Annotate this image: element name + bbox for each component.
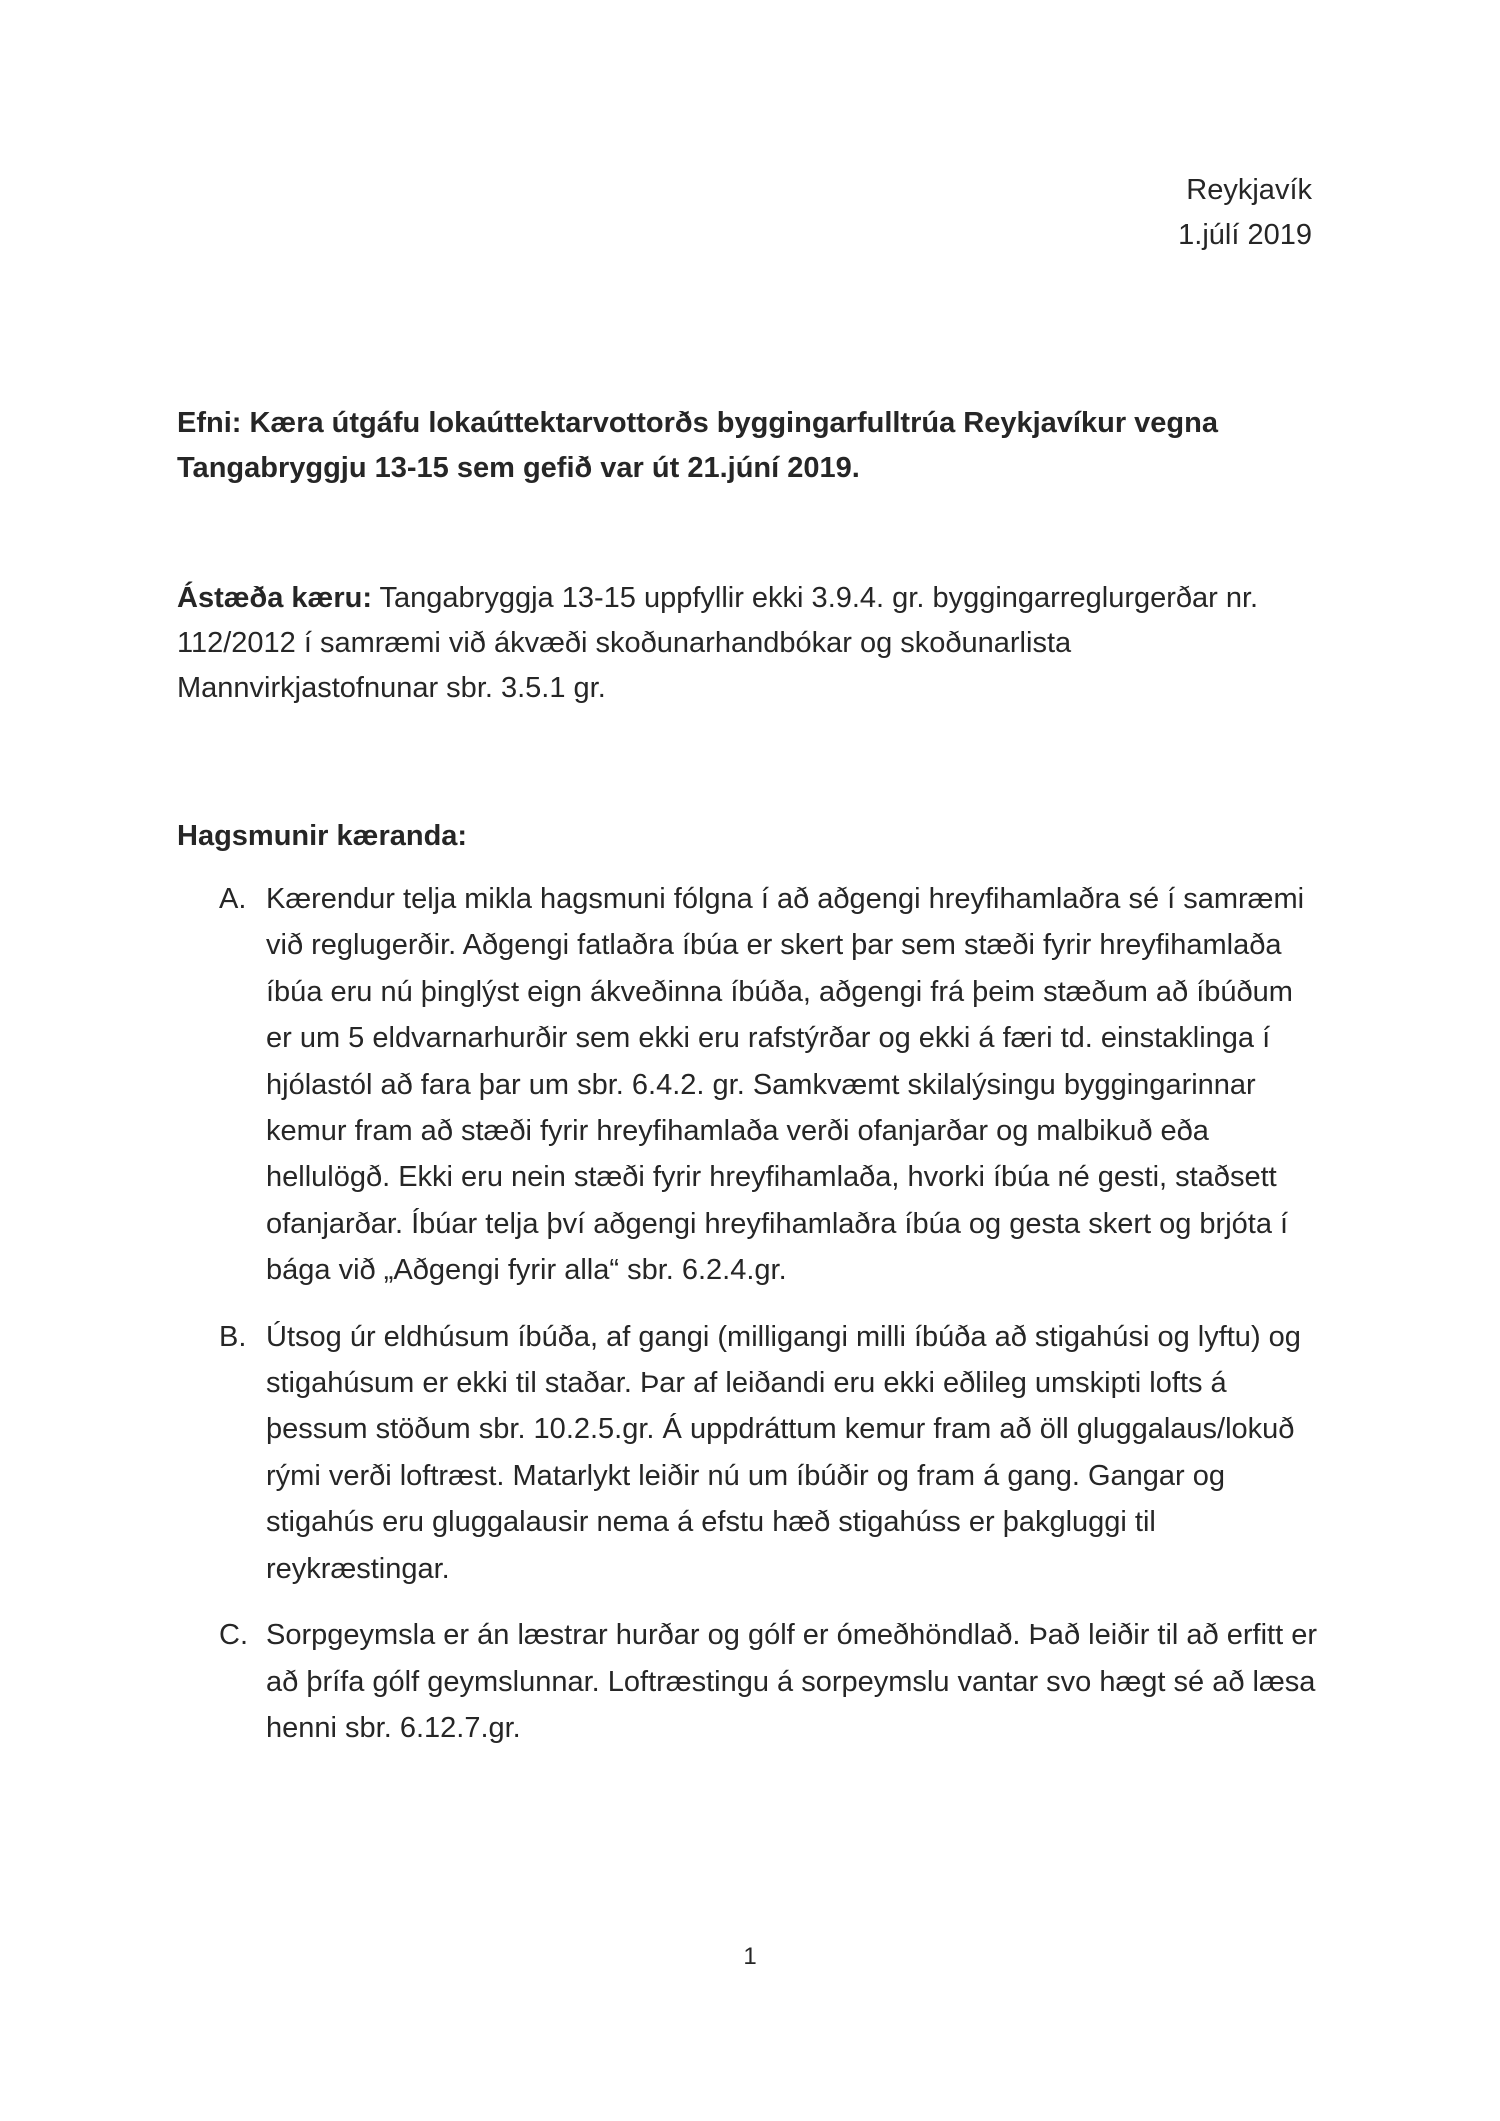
interests-heading: Hagsmunir kæranda: [177,820,468,852]
page-number: 1 [743,1943,757,1970]
interest-item-c [177,1612,1317,1751]
letter-date: 1.júlí 2019 [1178,219,1312,251]
complaint-reason [177,576,1337,711]
interest-item-text: Kærendur telja mikla hagsmuni fólgna í að aðgengi hreyfihamlaðra sé í samræmi við reglugerðir. Aðgengi fatlaðra íbúa er skert þar sem stæði fyrir hreyfihamlaða íbúa eru nú þinglýst eign ákveðinna íbúða, aðgengi frá þeim stæðum að íbúðum er um 5 eldvarnarhurðir sem ekki eru rafstýrðar og ekki á færi td. einstaklinga í hjólastól að fara þar um sbr. 6.4.2. gr. Samkvæmt skilalýsingu byggingarinnar kemur fram að stæði fyrir hreyfihamlaða verði ofanjarðar og malbikuð eða hellulögð. Ekki eru nein stæði fyrir hreyfihamlaða, hvorki íbúa né gesti, staðsett ofanjarðar. Íbúar telja því aðgengi hreyfihamlaðra íbúa og gesta skert og brjóta í bága við „Aðgengi fyrir alla“ sbr. 6.2.4.gr. [266,883,1305,1287]
letter-subject: Efni: Kæra útgáfu lokaúttektarvottorðs byggingarfulltrúa Reykjavíkur vegna Tangabryggju 13-15 sem gefið var út 21.júní 2019. [177,407,1218,484]
letter-place: Reykjavík [1186,174,1312,206]
interests-list [177,876,1317,1771]
interest-item-text: Sorpgeymsla er án læstrar hurðar og gólf er ómeðhöndlað. Það leiðir til að erfitt er að þrífa gólf geymslunnar. Loftræstingu á sorpeymslu vantar svo hægt sé að læsa henni sbr. 6.12.7.gr. [266,1619,1317,1744]
complaint-reason-text: Tangabryggja 13-15 uppfyllir ekki 3.9.4. gr. byggingarreglurgerðar nr. 112/2012 í samræmi við ákvæði skoðunarhandbókar og skoðunarlista Mannvirkjastofnunar sbr. 3.5.1 gr. [177,582,1259,704]
interest-item-marker: A. [219,883,247,915]
interest-item-marker: B. [219,1320,247,1353]
complaint-reason-label: Ástæða kæru: [177,582,372,614]
interest-item-marker: C. [219,1619,248,1652]
interest-item-b [177,1314,1317,1592]
interest-item-a [177,876,1317,1294]
interest-item-text: Útsog úr eldhúsum íbúða, af gangi (milligangi milli íbúða að stigahúsi og lyftu) og stigahúsum er ekki til staðar. Þar af leiðandi eru ekki eðlileg umskipti lofts á þessum stöðum sbr. 10.2.5.gr. Á uppdráttum kemur fram að öll gluggalaus/lokuð rými verði loftræst. Matarlykt leiðir nú um íbúðir og fram á gang. Gangar og stigahús eru gluggalausir nema á efstu hæð stigahúss er þakgluggi til reykræstingar. [266,1320,1301,1585]
letter-header [1178,168,1312,258]
